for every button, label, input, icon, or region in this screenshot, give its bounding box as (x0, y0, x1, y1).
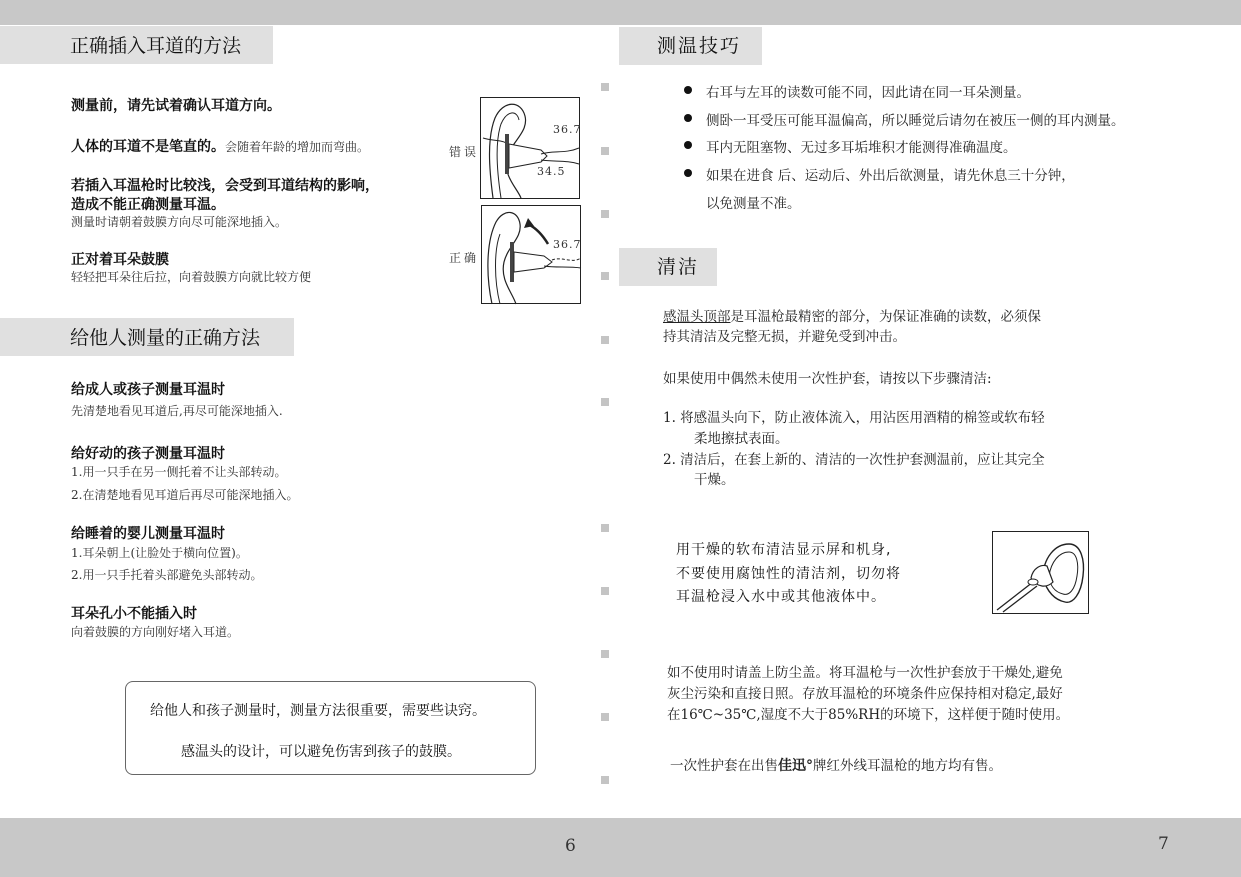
right-insertion-figure (481, 205, 581, 304)
wrong-reading-bottom: 34.5 (537, 165, 566, 178)
margin-marker (601, 398, 609, 406)
clean-p1-line2: 持其清洁及完整无损，并避免受到冲击。 (663, 329, 906, 345)
tip-bullet-1: 右耳与左耳的读数可能不同，因此请在同一耳朵测量。 (706, 85, 1030, 101)
face-eardrum-note: 轻轻把耳朵往后拉，向着鼓膜方向就比较方便 (71, 270, 312, 284)
shallow-insert-line2: 造成不能正确测量耳温。 (71, 197, 225, 213)
bottom-bar (0, 818, 1241, 877)
tip-bullet-3: 耳内无阻塞物、无过多耳垢堆积才能测得准确温度。 (706, 140, 1017, 156)
ear-canal-note: 会随着年龄的增加而弯曲。 (225, 140, 370, 154)
g1-line1: 先清楚地看见耳道后,再尽可能深地插入. (71, 404, 283, 418)
right-insertion-illustration (482, 206, 582, 305)
margin-marker (601, 713, 609, 721)
g4-line1: 向着鼓膜的方向刚好堵入耳道。 (71, 625, 240, 639)
warn-line1: 用干燥的软布清洁显示屏和机身, (676, 542, 892, 558)
wrong-reading-top: 36.7 (553, 123, 582, 136)
margin-marker (601, 524, 609, 532)
section-title-tips: 测温技巧 (619, 27, 762, 65)
g2-title: 给好动的孩子测量耳温时 (71, 446, 225, 462)
shallow-insert-line1: 若插入耳温枪时比较浅，会受到耳道结构的影响， (71, 178, 379, 194)
warn-line3: 耳温枪浸入水中或其他液体中。 (676, 589, 886, 605)
shallow-insert-note: 测量时请朝着鼓膜方向尽可能深地插入。 (71, 215, 288, 229)
right-reading: 36.7 (553, 238, 582, 251)
bullet-dot (684, 86, 692, 94)
g4-title: 耳朵孔小不能插入时 (71, 606, 197, 622)
margin-marker (601, 272, 609, 280)
sensor-tip-term: 感温头顶部 (663, 309, 731, 325)
section-title-cleaning: 清洁 (619, 248, 717, 286)
g3-line2: 2.用一只手托着头部避免头部转动。 (71, 568, 263, 582)
right-label: 正确 (449, 251, 480, 265)
g1-title: 给成人或孩子测量耳温时 (71, 382, 225, 398)
clean-p1-rest: 是耳温枪最精密的部分，为保证准确的读数，必须保 (730, 309, 1041, 325)
tip-bullet-4-cont: 以免测量不准。 (706, 196, 801, 212)
g2-line2: 2.在清楚地看见耳道后再尽可能深地插入。 (71, 488, 299, 502)
sale-prefix: 一次性护套在出售 (670, 758, 778, 774)
page-number-left: 6 (565, 836, 576, 856)
g2-line1: 1.用一只手在另一侧托着不让头部转动。 (71, 465, 287, 479)
ear-canal-paragraph (71, 136, 369, 156)
warn-line2: 不要使用腐蚀性的清洁剂，切勿将 (676, 566, 901, 582)
face-eardrum-title: 正对着耳朵鼓膜 (71, 252, 169, 268)
ear-canal-bold: 人体的耳道不是笔直的。 (71, 139, 225, 155)
tip-line2: 感温头的设计，可以避免伤害到孩子的鼓膜。 (181, 744, 461, 760)
bullet-dot (684, 141, 692, 149)
wrong-insertion-illustration (481, 98, 581, 200)
margin-marker (601, 83, 609, 91)
margin-marker (601, 147, 609, 155)
store-line3: 在16℃~35℃,湿度不大于85%RH的环境下，这样便于随时使用。 (667, 707, 1070, 723)
sale-suffix: 牌红外线耳温枪的地方均有售。 (813, 758, 1002, 774)
tip-line1: 给他人和孩子测量时，测量方法很重要，需要些诀窍。 (150, 703, 486, 719)
page-number-right: 7 (1158, 834, 1169, 854)
brand-logo: 佳迅° (778, 758, 813, 774)
tip-bullet-2: 侧卧一耳受压可能耳温偏高，所以睡觉后请勿在被压一侧的耳内测量。 (706, 113, 1125, 129)
margin-marker (601, 650, 609, 658)
wrong-label: 错误 (449, 145, 480, 159)
step2-line2: 干燥。 (694, 472, 735, 488)
margin-marker (601, 587, 609, 595)
section-title-measure-others: 给他人测量的正确方法 (0, 318, 294, 356)
wrong-insertion-figure (480, 97, 580, 199)
probe-swab-illustration (993, 532, 1090, 615)
clean-p1-line1 (663, 305, 1041, 325)
top-bar (0, 0, 1241, 25)
margin-marker (601, 210, 609, 218)
intro-text: 测量前，请先试着确认耳道方向。 (71, 98, 281, 114)
bullet-dot (684, 169, 692, 177)
margin-marker (601, 776, 609, 784)
g3-line1: 1.耳朵朝上(让脸处于横向位置)。 (71, 546, 248, 560)
store-line2: 灰尘污染和直接日照。存放耳温枪的环境条件应保持相对稳定,最好 (667, 686, 1063, 702)
tip-bullet-4: 如果在进食 后、运动后、外出后欲测量，请先休息三十分钟， (706, 168, 1075, 184)
clean-p2: 如果使用中偶然未使用一次性护套，请按以下步骤清洁: (663, 371, 992, 387)
margin-marker (601, 336, 609, 344)
bullet-dot (684, 114, 692, 122)
g3-title: 给睡着的婴儿测量耳温时 (71, 526, 225, 542)
cleaning-figure (992, 531, 1089, 614)
step1-line1: 1. 将感温头向下，防止液体流入，用沾医用酒精的棉签或软布轻 (663, 410, 1045, 426)
sale-line (670, 754, 1002, 775)
step1-line2: 柔地擦拭表面。 (694, 431, 789, 447)
section-title-insert-method: 正确插入耳道的方法 (0, 26, 273, 64)
store-line1: 如不使用时请盖上防尘盖。将耳温枪与一次性护套放于干燥处,避免 (667, 665, 1063, 681)
step2-line1: 2. 清洁后，在套上新的、清洁的一次性护套测温前，应让其完全 (663, 452, 1045, 468)
